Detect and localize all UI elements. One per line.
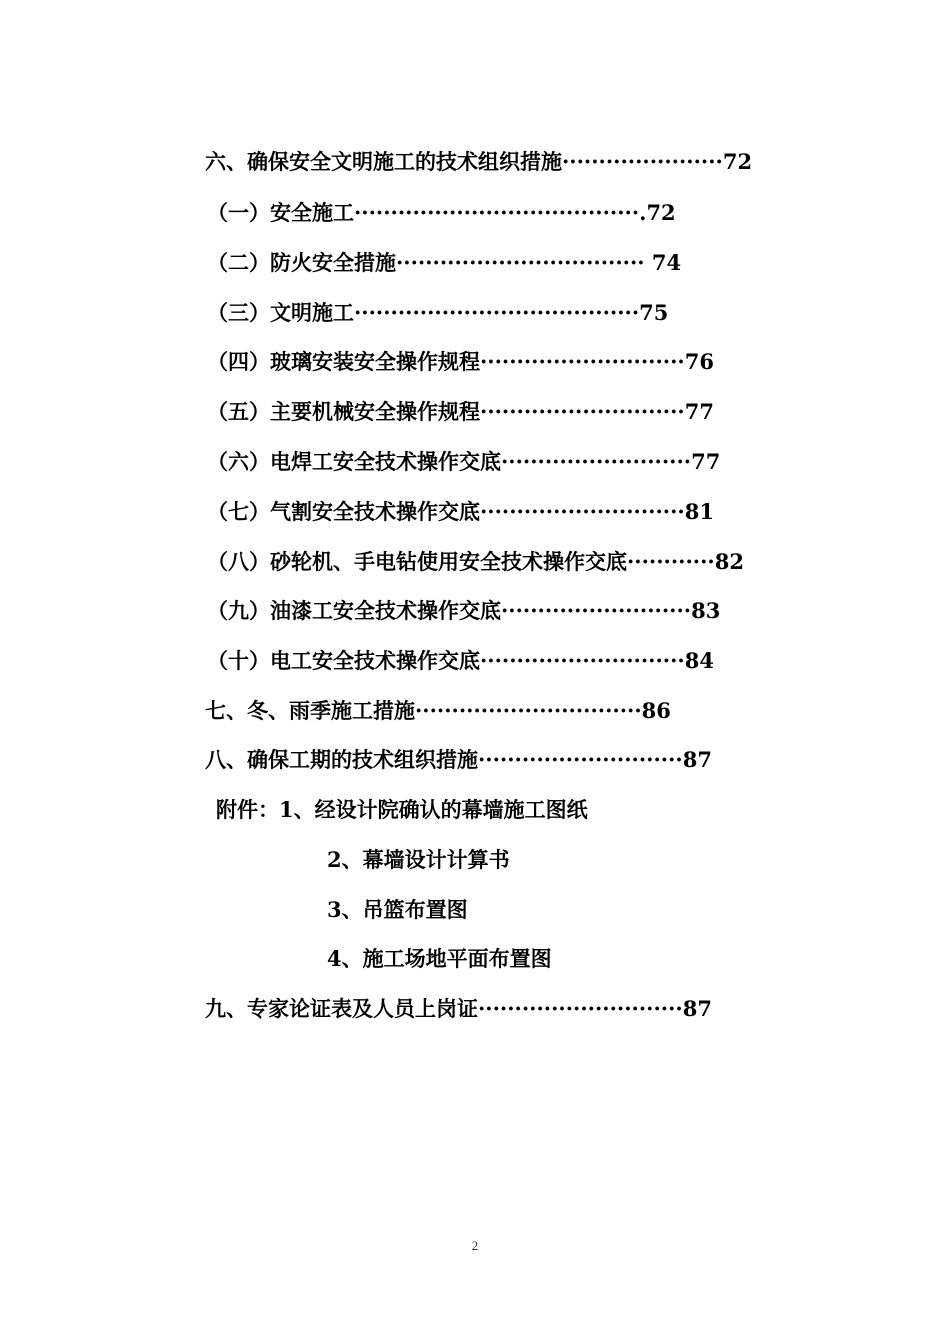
- toc-entry-text: （七）气割安全技术操作交底····························81: [207, 499, 714, 524]
- toc-entry-6-7[interactable]: [207, 495, 714, 529]
- toc-entry-text: （九）油漆工安全技术操作交底··························83: [207, 598, 721, 623]
- toc-entry-text: （十）电工安全技术操作交底····························84: [207, 648, 714, 673]
- toc-entry-section-8[interactable]: [205, 743, 712, 777]
- toc-entry-text: （二）防火安全措施·································· 74: [207, 250, 682, 275]
- toc-entry-section-6[interactable]: [205, 145, 752, 179]
- toc-entry-text: 七、冬、雨季施工措施·······························86: [205, 698, 671, 723]
- toc-entry-6-1[interactable]: [207, 196, 676, 230]
- attachment-3: [327, 893, 468, 927]
- toc-entry-section-9[interactable]: [205, 992, 712, 1026]
- toc-entry-6-3[interactable]: [207, 296, 668, 330]
- toc-entry-text: （六）电焊工安全技术操作交底··························77: [207, 449, 721, 474]
- toc-entry-text: 九、专家论证表及人员上岗证····························87: [205, 996, 712, 1021]
- toc-entry-6-10[interactable]: [207, 644, 714, 678]
- toc-entry-6-2[interactable]: [207, 246, 681, 280]
- attachment-text: 4、施工场地平面布置图: [327, 946, 552, 971]
- toc-entry-text: 八、确保工期的技术组织措施····························87: [205, 747, 712, 772]
- toc-entry-text: （四）玻璃安装安全操作规程····························76: [207, 349, 714, 374]
- toc-entry-text: （三）文明施工·······································75: [207, 300, 669, 325]
- toc-entry-6-9[interactable]: [207, 594, 720, 628]
- attachment-2: [327, 843, 510, 877]
- attachment-text: 附件：1、经设计院确认的幕墙施工图纸: [216, 797, 588, 822]
- toc-entry-6-5[interactable]: [207, 395, 714, 429]
- toc-entry-6-4[interactable]: [207, 345, 714, 379]
- toc-entry-text: 六、确保安全文明施工的技术组织措施······················72: [205, 149, 753, 174]
- toc-entry-6-6[interactable]: [207, 445, 720, 479]
- toc-entry-text: （一）安全施工·······································.72: [207, 200, 676, 225]
- toc-entry-text: （八）砂轮机、手电钻使用安全技术操作交底············82: [207, 549, 744, 574]
- attachment-4: [327, 942, 552, 976]
- attachment-text: 3、吊篮布置图: [327, 897, 468, 922]
- page-number: 2: [471, 1238, 479, 1253]
- toc-entry-text: （五）主要机械安全操作规程····························77: [207, 399, 714, 424]
- toc-entry-6-8[interactable]: [207, 545, 744, 579]
- attachment-1: [216, 793, 588, 827]
- toc-entry-section-7[interactable]: [205, 694, 671, 728]
- attachment-text: 2、幕墙设计计算书: [327, 847, 510, 872]
